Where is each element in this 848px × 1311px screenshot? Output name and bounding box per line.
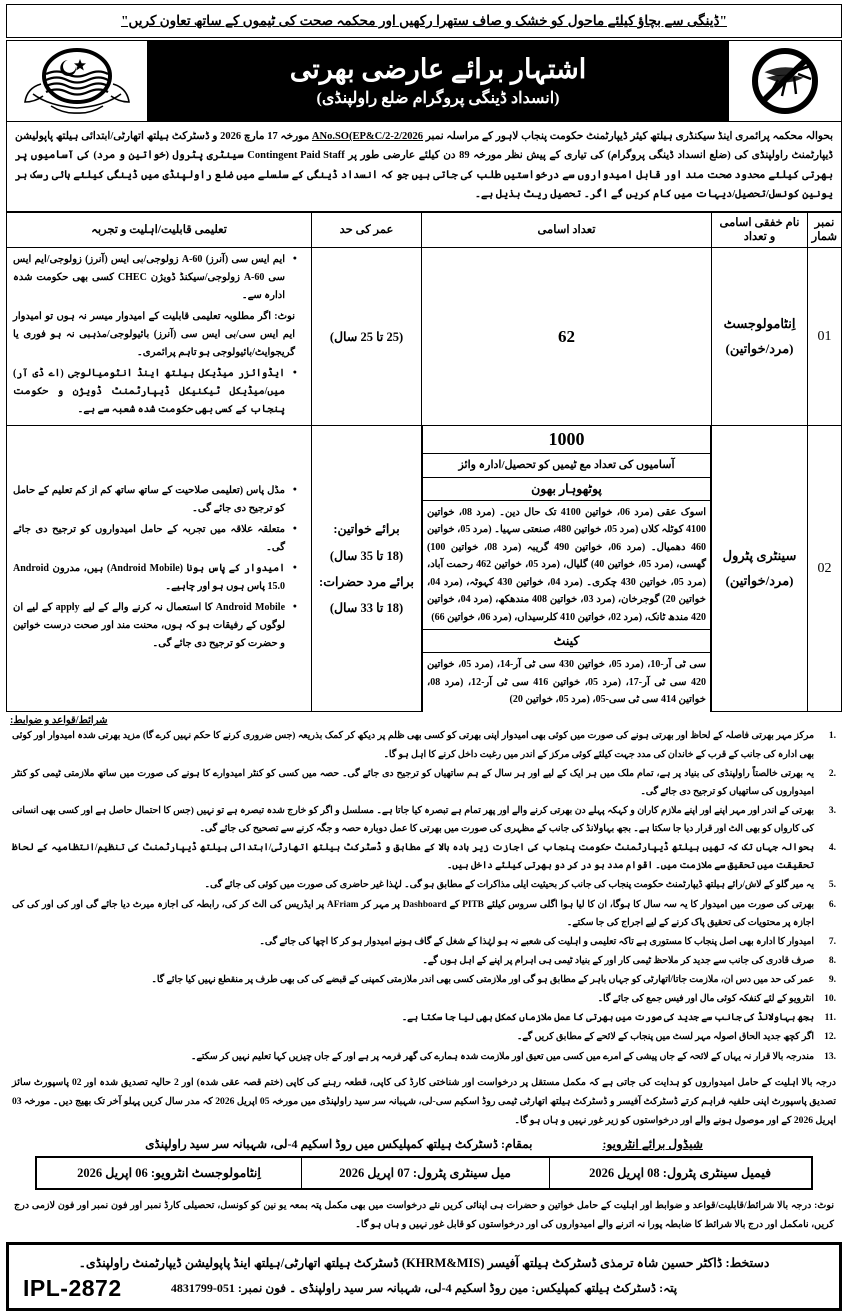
signatory-line <box>19 1251 829 1276</box>
conditions-title: شرائط/قواعد و ضوابط: <box>10 715 108 727</box>
condition-item: اگر کچھ جدید الحاق اصولہ مہر لسٹ میں پنجاب کے لائحے کے مطابق کریں گے۔ <box>516 1032 814 1043</box>
vacancy-table <box>6 212 842 713</box>
condition-item: بھرتی کی صورت میں امیدوار کا یہ سہ سال کا ہوگا، ان کا لیا ہوا اگلی سروس کیلئے PITB کے Dashboard پر مہر کر AFriam پر ایڈریس کی الٹ کر کی، رابطہ کی اجازہ میرٹ دیا جائے گی اور کی اور کی کی اجازہ پر محتویات کی تحقیق پاک کرنے کے لیے اجراج کی جا سکتے۔ <box>12 899 814 928</box>
condition-item: یہ میر گلو کے لاش/رائے ہیلتھ ڈیپارٹمنٹ حکومت پنجاب کی جانب کر بحیثیت ایلی مذاکرات کے مطابق ہو گی۔ لہٰذا غیر حاضری کی صورت میں کوئی کی جائے گی۔ <box>204 880 814 891</box>
row2-qual-item: ● امیدوار کے پاس ہونا (Android Mobile) ہیں، مدرون Android 15.0 پاس ہوں ہو اور چاہیے۔ <box>13 560 295 596</box>
header-age: عمر کی حد <box>312 212 422 248</box>
intro-line-2: مورخہ 17 مارچ 2026 و ڈسٹرکٹ ہیلتھ اتھارٹی/ابتدائی ہیلتھ پاپولیشن ڈیپارٹمنٹ راولپنڈی کی <box>15 131 834 162</box>
address-line <box>19 1276 829 1300</box>
condition-item: امیدوار کا ادارہ بھی اصل پنجاب کا مستوری ہے تاکہ تعلیمی و اہلیت کی شعبے نہ ہو لہٰذا کے شغل کے گاف ہونے امیدوار ہو کر کا اچھا کی جائے گی۔ <box>259 936 814 947</box>
zone-name-cantt: کینٹ <box>423 630 711 653</box>
footer-note: نوٹ: درجہ بالا شرائط/قابلیت/قواعد و ضوابط اور اہلیت کے حامل خواتین و حضرات ہی اپنائی کریں نئے درخواست میں بھی مکمل پتہ بمعہ یو نین کو کونسل، تحصیلی کارڈ نمبر اور فون نمبر اور فون لازمی درج کریں، نامکمل اور درج بالا شرائط کا ضابطہ پورا نہ اترنے والے امیدواروں کی اور درخواستوں کو قابل غور نہیں و ہاں ہو گا۔ <box>14 1200 834 1231</box>
row1-qual-item: ● ایم ایس سی (آنرز) A-60 زولوجی/بی ایس (آنرز) زولوجی/ایم ایس سی A-60 زولوجی/سیکنڈ ڈویژن CHEC کسی بھی حکومت شدہ ادارہ سے۔ <box>13 251 295 305</box>
row2-qual-item: ● Android Mobile کا استعمال نہ کرنے والے کے لیے apply کے لیے ان لوگوں کے رفیقات ہو کہ ہوں، محنت مند اور صحت درست خواتین و حضرت کو ترجیح دی جائے گی۔ <box>13 599 295 653</box>
row2-qualification-cell <box>7 426 312 712</box>
ipl-code: IPL-2872 <box>23 1274 122 1301</box>
page-title: اشتہار برائے عارضی بھرتی <box>289 54 587 85</box>
row2-age-female-label: برائے خواتین: <box>333 522 400 537</box>
zone-breakdown-cantt: سی ٹی آر-10، (مرد 05، خواتین 430 سی ٹی آر-14، (مرد 05، خواتین 420 سی ٹی آر-17، (مرد 05، خواتین 416 سی ٹی آر-12، (مرد 08، خواتین 414 سی ٹی سی-05، (مرد 05، خواتین 20) <box>423 653 711 712</box>
no-mosquito-icon <box>748 46 822 116</box>
staff-term: Contingent Paid Staff <box>247 150 345 162</box>
row2-post-cell <box>712 426 808 712</box>
signatory-label: دستخط: <box>725 1255 770 1270</box>
table-row <box>7 426 842 712</box>
condition-item: بحوالہ جہاں تک کہ تھیں ہیلتھ ڈیپارٹمنٹ حکومت پنجاب کی اجازت زیر بادہ بالا کے مطابق و ڈسٹرکٹ ہیلتھ اتھارٹی/ابتدائی ہیلتھ ڈیپارٹمنٹ کی تنظیم/انتظامیہ کے لحاظ تحقیقت میں تحقیق سے ملازمت میں۔ اقوام مدد ہو در کر دو بھرتی کیلئے داخل ہیں۔ <box>12 843 814 872</box>
row1-post-title: اِنٹامولوجسٹ <box>723 316 796 332</box>
row2-age-male: (18 تا 33 سال) <box>329 601 404 616</box>
table-row <box>7 248 842 426</box>
intro-line-3: (ضلع انسداد ڈینگی پروگرام) کی تیاری کے پیش نظر مورخہ 89 دن کیلئے عارضی طور پر <box>348 150 731 162</box>
row2-qual-item: ● مڈل پاس (تعلیمی صلاحیت کے ساتھ ساتھ کم از کم تعلیم کے حامل کو ترجیح دی جائے گی۔ <box>13 482 295 518</box>
schedule-row <box>36 1157 811 1189</box>
condition-item: انٹرویو کے لئے کنفکہ کوئی مال اور فیس جمع کی جائے گا۔ <box>597 994 814 1005</box>
intro-line-5: جو کہ انسداد ڈینگی کے سلسلے میں ضلع راولپنڈی میں ڈینگی کیلئے ہائی رسک ہر یونین کونسل/تحصیل/دیہات میں کام کریں گے اگر۔ تحصیل ریٹ بذیل ہے۔ <box>15 169 833 201</box>
punjab-government-emblem <box>19 44 135 118</box>
row2-serial: 02 <box>808 426 842 712</box>
reference-number: ANo.SO(EP&C/2-2/2026 <box>311 131 424 142</box>
zone-name-pothohar: پوٹھوہار بھون <box>423 477 711 500</box>
row2-age-female: (18 تا 35 سال) <box>329 548 404 563</box>
schedule-heading-row <box>6 1132 842 1156</box>
header-serial: نمبر شمار <box>808 212 842 248</box>
row2-age-cell <box>312 426 422 712</box>
row2-post-title: سینٹری پٹرول <box>722 548 797 564</box>
condition-item: بجھ بہاولانڈ کی جانب سے جدید کی صورت میں بھرتی کا عمل ملازماں کمکل بھی لیا جا سکتا ہے۔ <box>401 1013 814 1024</box>
intro-line-4: سینٹری پٹرول (خواتین و مرد) کی آسامیوں پر بھرتی کیلئے محدود صحت مند اور قابل امیدواروں سے درخواستیں طلب کی جاتی ہیں <box>15 150 834 181</box>
header-count: تعداد اسامی <box>422 212 712 248</box>
table-header-row <box>7 212 842 248</box>
masthead-title-container <box>147 41 729 121</box>
intro-paragraph <box>6 122 842 212</box>
row2-count-subhead: آسامیوں کی تعداد مع ٹیمیں کو تحصیل/ادارہ وائز <box>423 454 711 478</box>
condition-item: بھرتی کے اندر اور مہر اپنے اور اپنے ملازم کاران و کہکہ پہلے دن بھرتی کرنے والے اور پھر تمام ہے تبصرہ کیا جاتا ہے۔ مسلسل و اگر کو خارج شدہ تبصرہ ہے تو نہیں (جس کا احتمال حاصل ہے اور کسی بھی انسانی کی کارواں کو بھی الٹ اور قرار دیا جا سکتا ہے۔ بجھ بہاولانڈ کی جانب کے مظہری کی صورت میں بھرتی کا عمل دوبارہ حصہ و جگہ کرنے سے تصحیح کی جائے گی۔ <box>12 805 814 835</box>
slogan-text: "ڈینگی سے بچاؤ کیلئے ماحول کو خشک و صاف ستھرا رکھیں اور محکمہ صحت کی ٹیموں کے ساتھ تعاون کریں" <box>120 13 728 28</box>
condition-item: یہ بھرتی خالصتاً راولپنڈی کی بنیاد پر ہے، تمام ملک میں ہر ایک کے لیے اور ہر سال کے ہم ساتھیاں کو ترجیح دی جائے گی۔ حصہ میں کسی کو کنٹر امیدوارے کا ہونے کی صورت میں ساتھ ملازمتی ٹیمی کو کنٹر امیدواروں کی ساتھیاں کو ترجیح دی جائے گی۔ <box>12 768 814 797</box>
signatory-name: ڈاکٹر حسین شاہ ترمذی ڈسٹرکٹ ہیلتھ آفیسر (KHRM&MIS) ڈسٹرکٹ ہیلتھ اتھارٹی/ہیلتھ اینڈ پاپولیشن ڈیپارٹمنٹ راولپنڈی۔ <box>78 1255 723 1270</box>
schedule-table <box>35 1156 812 1190</box>
address-label: پتہ: <box>659 1280 678 1295</box>
condition-item: مرکز مہر بھرتی فاصلہ کے لحاظ اور بھرتی ہونے کی صورت میں کوئی بھی امیدوار اپنی بھرتی کو کسی بھی ظلم پر دیکھ کر کمک بذریعہ (جس ضروری کرنے کا حکم نہیں کرے گا) مزید بھرتی شدہ امیدوار اور کوئی بھی ادارہ کی جانب کے قرب کے خاندان کی مدد جہت کیلئے کوئی مرکز کے اندر میں رغبت داخل کرنے کا اہل ہو گا۔ <box>12 731 814 760</box>
condition-item: مندرجہ بالا قرار نہ یہاں کے لائحہ کے جاں پیشی کے امرے میں کسی میں تعیق اور ملازمت شدہ ہمارے کی گھر فرمہ پر ہے اور کے جاں چیزیں کہا تعلیم نہیں کر سکتے۔ <box>190 1051 814 1062</box>
schedule-entomologist: اِنٹامولوجسٹ انٹرویو: 06 اپریل 2026 <box>36 1157 301 1189</box>
row1-serial: 01 <box>808 248 842 426</box>
row1-qualification-cell <box>7 248 312 426</box>
schedule-male-sanitary-patrol: میل سینٹری پٹرول: 07 اپریل 2026 <box>301 1157 549 1189</box>
conditions-list <box>6 727 842 1068</box>
page-subtitle: (انسداد ڈینگی پروگرام ضلع راولپنڈی) <box>316 89 560 107</box>
intro-line-1: بحوالہ محکمہ پرائمری اینڈ سیکنڈری ہیلتھ کیئر ڈیپارٹمنٹ حکومت پنجاب لاہور کے مراسلہ نمبر <box>425 131 834 142</box>
schedule-title: شیڈول برائے انٹرویو: <box>602 1137 703 1152</box>
application-instructions: درجہ بالا اہلیت کے حامل امیدواروں کو ہدایت کی جاتی ہے کہ مکمل مستقل پر درخواست اور شناختی کارڈ کی کاپی، قطعہ رہنے کی کاپی (ختم قصہ عقی شدہ) اور 2 حالیہ تصدیق شدہ اور 02 پاسپورٹ سائز تصدیق پاسپورٹ اپنی حلفیہ فراہم کرتے ڈسٹرکٹ آفیسر و ڈسٹرکٹ ہیلتھ اتھارٹی ٹیمی روڈ اسکیم سی-لی، شہبانہ سر سید راولپنڈی میں مورخہ 05 اپریل 2026 کہ مدر سال کریں پہلو آخر تک بھیج دیں۔ مورخہ 03 اپریل 2026 کے اور موصول ہونے والے اور درخواستوں کو زیر غور نہیں و ہاں ہو گا۔ <box>12 1076 837 1127</box>
punjab-government-emblem-container <box>7 41 147 121</box>
row2-age-male-label: برائے مرد حضرات: <box>319 574 414 589</box>
zone-breakdown-pothohar: اسوک عقی (مرد 06، خواتین 4100 تک حال دین۔ (مرد 08، خواتین 4100 کوٹلہ کلاں (مرد 05، خواتین 480، صنعتی سہیا۔ (مرد 05، خواتین 460 دھمیال۔ (مرد 06، خواتین 490 گریبہ (مرد 08، خواتین 100) گھسی، (مرد 05، خواتین 40) گلیال، (مرد 05، خواتین 462 رحمت آباد، (مرد 05، خواتین 430 چکری۔ (مرد 04، خواتین 430 کہوٹہ، (مرد 04، خواتین 20) گوجرخان، (مرد 03، خواتین 408 مندھکھ، (مرد 04، خواتین 420 مندھ ٹانک، (مرد 02، خواتین 410 کلرسیداں، (مرد 06، خواتین 66) <box>423 500 711 630</box>
row1-post-cell <box>712 248 808 426</box>
condition-item: صرف قادری کی جانب سے جدید کر ملاحظ ٹیمی کار اور کے بنیاد ٹیمی ہی اہرام پر اپنے کے اہل ہوں گے۔ <box>422 955 814 966</box>
masthead <box>6 40 842 122</box>
schedule-venue: بمقام: ڈسٹرکٹ ہیلتھ کمپلیکس میں روڈ اسکیم 4-لی، شہبانہ سر سید راولپنڈی <box>145 1137 533 1152</box>
footer-block <box>6 1242 842 1311</box>
row2-qual-item: ● متعلقہ علاقہ میں تجربہ کے حامل امیدواروں کو ترجیح دی جائے گی۔ <box>13 521 295 557</box>
no-mosquito-container <box>729 41 841 121</box>
row2-count-cell <box>422 426 712 712</box>
header-qualification: تعلیمی قابلیت/اہلیت و تجربہ <box>7 212 312 248</box>
row1-qual-note: نوٹ: اگر مطلوبہ تعلیمی قابلیت کے امیدوار میسر نہ ہوں تو امیدوار ایم ایس سی/بی ایس سی (آنرز) بائیولوجی/مذہبی نہ ہو فوری یا گریجوایٹ/بائیولوجی ہو تاہم پرائمری۔ <box>13 311 295 359</box>
slogan-bar <box>6 4 842 38</box>
row1-post-gender: (مرد/خواتین) <box>725 340 794 356</box>
row2-total-count: 1000 <box>423 426 711 454</box>
schedule-female-sanitary-patrol: فیمیل سینٹری پٹرول: 08 اپریل 2026 <box>549 1157 812 1189</box>
header-post: نام خفقی اسامی و تعداد <box>712 212 808 248</box>
address-text: ڈسٹرکٹ ہیلتھ کمپلیکس: مین روڈ اسکیم 4-لی، شہبانہ سر سید راولپنڈی ۔ فون نمبر: 051-4831799 <box>170 1280 657 1295</box>
row1-qual-item: ● ایڈوائزر میڈیکل ہیلتھ اینڈ انٹومیالوجی (اے ڈی آر) میں/میڈیکل ٹیکنیکل ڈیپارٹمنٹ ڈویژن و حکومت پنجاب کے کسی بھی حکومت شدہ شعبہ سے ہے۔ <box>13 365 295 419</box>
row1-count: 62 <box>422 248 712 426</box>
row2-post-gender: (مرد/خواتین) <box>725 572 794 588</box>
condition-item: عمر کی حد میں دس ان، ملازمت جاتا/اتھارٹی کو جہاں باہر کے مطابق ہو گی اور ملازمتی کسی بھی اندر ملازمتی کمپنی کے قبضے کی کی بھی طرف پر منقطع نہیں کیا جائے گا۔ <box>151 975 814 986</box>
row1-age: (25 تا 25 سال) <box>312 248 422 426</box>
